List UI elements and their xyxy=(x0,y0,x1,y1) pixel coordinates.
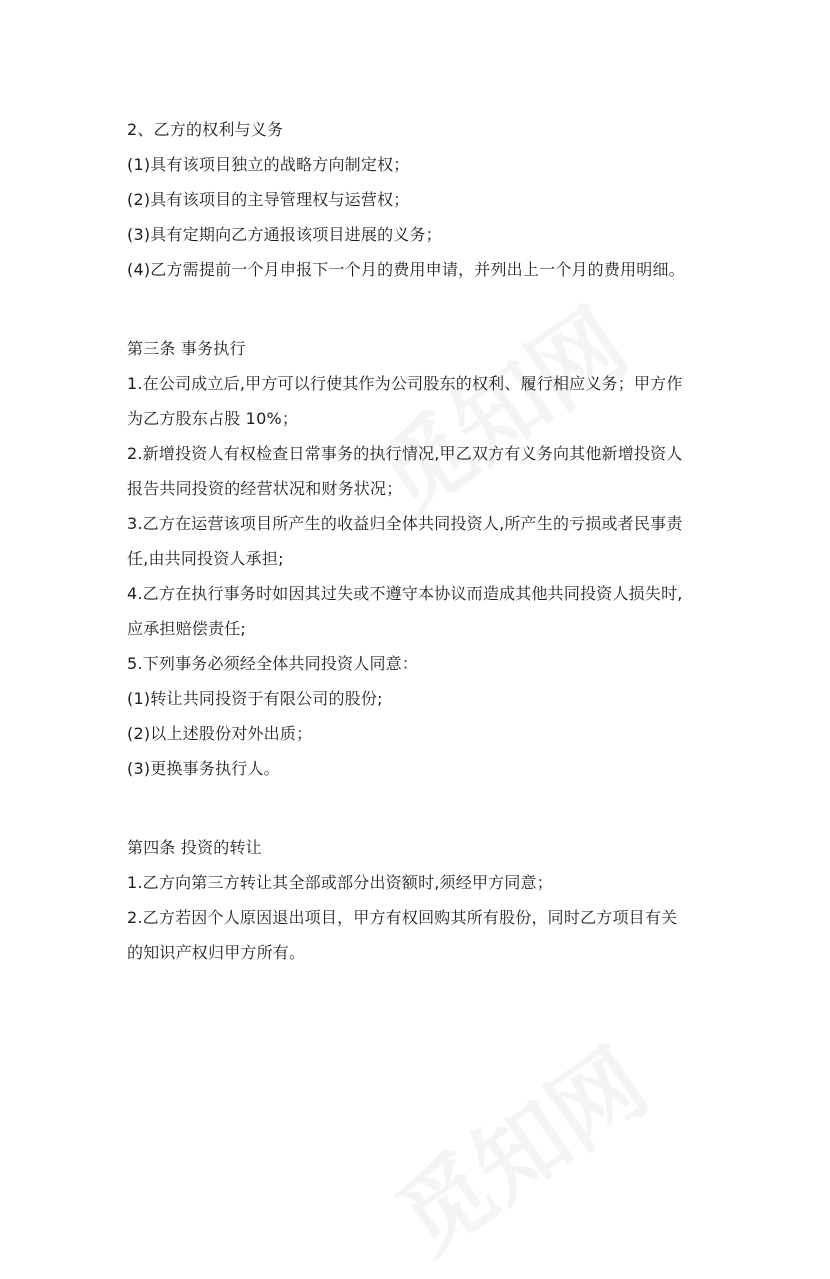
paragraph-line: (1)转让共同投资于有限公司的股份; xyxy=(127,689,383,708)
paragraph-line: 4.乙方在执行事务时如因其过失或不遵守本协议而造成其他共同投资人损失时, xyxy=(127,584,683,603)
section-article-3 xyxy=(127,331,707,786)
paragraph-line: 1.乙方向第三方转让其全部或部分出资额时,须经甲方同意； xyxy=(127,873,553,892)
article-heading: 第四条 投资的转让 xyxy=(127,838,262,857)
paragraph-line: (2)以上述股份对外出质； xyxy=(127,724,313,743)
paragraph-line: 为乙方股东占股 10%； xyxy=(127,409,299,428)
paragraph-line: (3)具有定期向乙方通报该项目进展的义务； xyxy=(127,225,442,244)
watermark xyxy=(367,1013,669,1279)
paragraph-line: (4)乙方需提前一个月申报下一个月的费用申请，并列出上一个月的费用明细。 xyxy=(127,260,685,279)
paragraph-line: 1.在公司成立后,甲方可以行使其作为公司股东的权利、履行相应义务；甲方作 xyxy=(127,374,683,393)
paragraph-line: 报告共同投资的经营状况和财务状况； xyxy=(127,479,403,498)
article-heading: 第三条 事务执行 xyxy=(127,339,246,358)
section-party-b-rights xyxy=(127,112,707,287)
section-spacer xyxy=(127,786,707,830)
paragraph-line: 5.下列事务必须经全体共同投资人同意： xyxy=(127,654,419,673)
section-spacer xyxy=(127,287,707,331)
section-heading: 2、乙方的权利与义务 xyxy=(127,120,284,139)
section-article-4 xyxy=(127,830,707,970)
document-body xyxy=(127,112,707,970)
paragraph-line: (3)更换事务执行人。 xyxy=(127,759,280,778)
paragraph-line: 任,由共同投资人承担; xyxy=(127,549,284,568)
paragraph-line: 3.乙方在运营该项目所产生的收益归全体共同投资人,所产生的亏损或者民事责 xyxy=(127,514,683,533)
paragraph-line: 的知识产权归甲方所有。 xyxy=(127,943,306,962)
paragraph-line: (2)具有该项目的主导管理权与运营权； xyxy=(127,190,410,209)
paragraph-line: 2.乙方若因个人原因退出项目，甲方有权回购其所有股份，同时乙方项目有关 xyxy=(127,908,678,927)
paragraph-line: 应承担赔偿责任; xyxy=(127,619,246,638)
paragraph-line: (1)具有该项目独立的战略方向制定权； xyxy=(127,155,410,174)
paragraph-line: 2.新增投资人有权检查日常事务的执行情况,甲乙双方有义务向其他新增投资人 xyxy=(127,444,683,463)
